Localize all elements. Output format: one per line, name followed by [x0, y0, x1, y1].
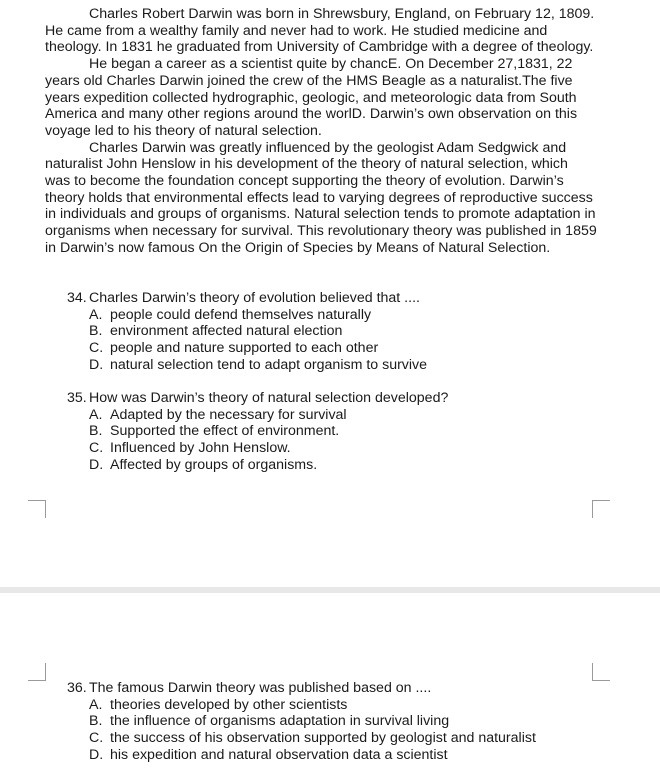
question-stem	[67, 390, 627, 407]
option-c	[89, 340, 627, 357]
reading-passage	[45, 6, 597, 257]
option-letter: B.	[89, 323, 103, 340]
answer-options	[67, 407, 627, 474]
option-text: natural selection tend to adapt organism to survive	[110, 356, 428, 373]
question-number: 35.	[67, 390, 87, 406]
question-35	[67, 390, 627, 474]
question-number: 34.	[67, 290, 87, 306]
option-text: Supported the effect of environment.	[110, 423, 340, 440]
option-text: the success of his observation supported by geologist and naturalist	[110, 730, 536, 747]
option-text: Adapted by the necessary for survival	[110, 406, 347, 423]
option-d	[89, 747, 627, 764]
question-number: 36.	[67, 680, 87, 696]
option-text: theories developed by other scientists	[110, 696, 348, 713]
option-b	[89, 323, 627, 340]
option-b	[89, 423, 627, 440]
option-text: his expedition and natural observation data a scientist	[110, 746, 448, 763]
passage-paragraph-2: He began a career as a scientist quite by chancE. On December 27,1831, 22 years old Charles Darwin joined the crew of the HMS Beagle as a naturalist.The five years expedition collected hydrographic, geologic, and meteorologic data from South America and many other regions around the worlD. Darwin’s own observation on this voyage led to his theory of natural selection.	[45, 56, 578, 139]
option-letter: A.	[89, 306, 103, 323]
question-36	[67, 680, 627, 764]
option-letter: C.	[89, 730, 104, 747]
option-letter: B.	[89, 423, 103, 440]
option-c	[89, 730, 627, 747]
crop-mark-top-left	[28, 500, 46, 518]
option-text: environment affected natural election	[110, 323, 343, 340]
question-text: The famous Darwin theory was published based on ....	[89, 680, 432, 696]
option-text: people could defend themselves naturally	[110, 306, 372, 323]
option-letter: A.	[89, 406, 103, 423]
question-stem	[67, 290, 627, 307]
question-34	[67, 290, 627, 374]
option-text: Influenced by John Henslow.	[110, 440, 291, 457]
answer-options	[67, 307, 627, 374]
answer-options	[67, 697, 627, 764]
passage-paragraph-3: Charles Darwin was greatly influenced by the geologist Adam Sedgwick and naturalist John Henslow in his development of the theory of natural selection, which was to become the foundation concept supporting the theory of evolution. Darwin’s theory holds that environmental effects lead to varying degrees of reproductive success in individuals and groups of organisms. Natural selection tends to promote adaptation in organisms when necessary for survival. This revolutionary theory was published in 1859 in Darwin’s now famous On the Origin of Species by Means of Natural Selection.	[45, 139, 597, 256]
option-d	[89, 357, 627, 374]
option-letter: C.	[89, 440, 104, 457]
option-text: Affected by groups of organisms.	[110, 456, 318, 473]
question-text: How was Darwin’s theory of natural selection developed?	[89, 390, 449, 406]
option-a	[89, 407, 627, 424]
option-a	[89, 697, 627, 714]
option-b	[89, 713, 627, 730]
option-c	[89, 440, 627, 457]
passage-paragraph-1: Charles Robert Darwin was born in Shrewsbury, England, on February 12, 1809. He came from a wealthy family and never had to work. He studied medicine and theology. In 1831 he graduated from University of Cambridge with a degree of theology.	[45, 6, 595, 56]
option-text: people and nature supported to each other	[110, 340, 379, 357]
question-text: Charles Darwin’s theory of evolution believed that ....	[89, 290, 420, 306]
crop-mark-bottom-left	[28, 663, 46, 681]
crop-mark-top-right	[592, 500, 610, 518]
option-letter: A.	[89, 696, 103, 713]
option-d	[89, 457, 627, 474]
option-letter: D.	[89, 456, 104, 473]
option-a	[89, 307, 627, 324]
option-letter: C.	[89, 340, 104, 357]
option-letter: D.	[89, 746, 104, 763]
crop-mark-bottom-right	[592, 663, 610, 681]
option-text: the influence of organisms adaptation in survival living	[110, 713, 450, 730]
option-letter: D.	[89, 356, 104, 373]
question-stem	[67, 680, 627, 697]
option-letter: B.	[89, 713, 103, 730]
